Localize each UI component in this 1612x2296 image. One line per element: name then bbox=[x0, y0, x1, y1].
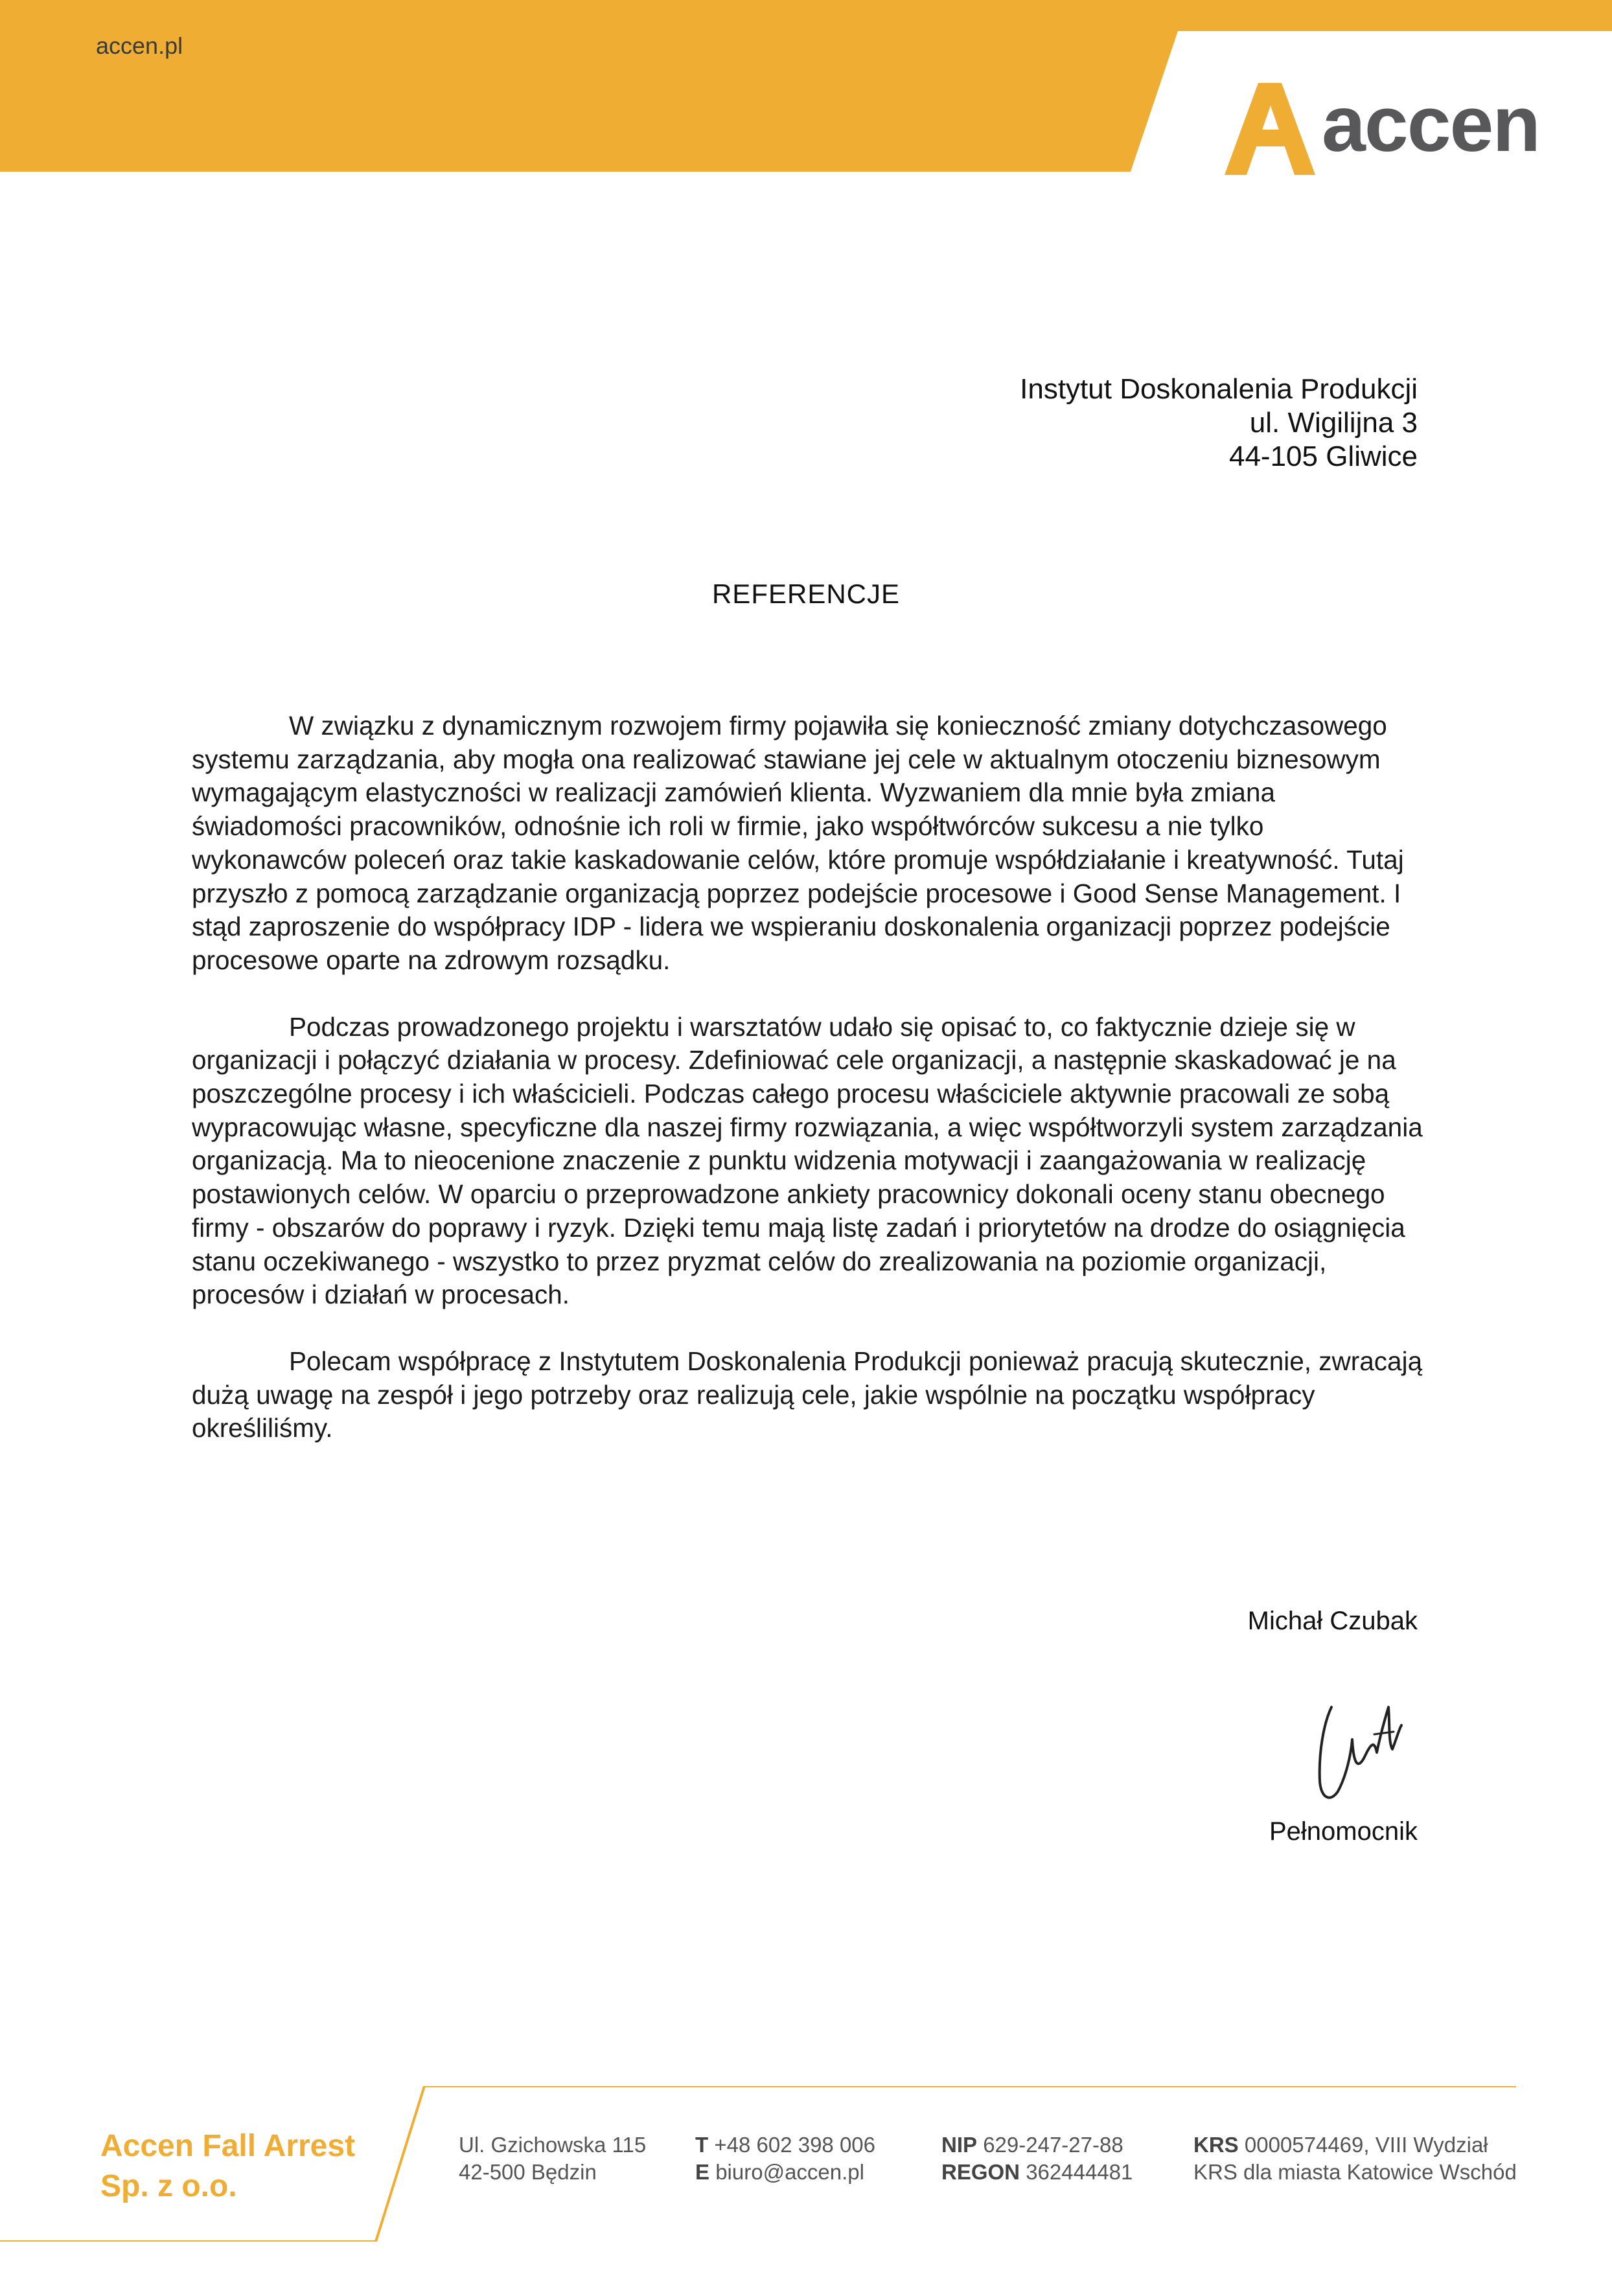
krs-label: KRS bbox=[1193, 2133, 1239, 2157]
paragraph: Podczas prowadzonego projektu i warsztatów udało się opisać to, co faktycznie dzieje się w organizacji i połączyć działania w procesy. Zdefiniować cele organizacji, a następnie skaskadować je na poszczególne procesy i ich właścicieli. Podczas całego procesu właściciele aktywnie pracowali ze sobą wypracowując własne, specyficzne dla naszej firmy rozwiązania, a więc współtworzyli system zarządzania organizacją. Ma to nieocenione znaczenie z punktu widzenia motywacji i zaangażowania w realizację postawionych celów. W oparciu o przeprowadzone ankiety pracownicy dokonali oceny stanu obecnego firmy - obszarów do poprawy i ryzyk. Dzięki temu mają listę zadań i priorytetów na drodze do osiągnięcia stanu oczekiwanego - wszystko to przez pryzmat celów do zrealizowania na poziomie organizacji, procesów i działań w procesach. bbox=[192, 1011, 1423, 1310]
regon-value: 362444481 bbox=[1026, 2160, 1133, 2184]
footer-contact bbox=[695, 2131, 875, 2186]
recipient-name: Instytut Doskonalenia Produkcji bbox=[1020, 373, 1418, 405]
logo-wordmark: accen bbox=[1322, 80, 1539, 168]
nip-value: 629-247-27-88 bbox=[983, 2133, 1123, 2157]
phone-label: T bbox=[695, 2133, 709, 2157]
address-city: 42-500 Będzin bbox=[459, 2160, 597, 2184]
footer-krs bbox=[1193, 2131, 1517, 2186]
footer-address bbox=[459, 2131, 646, 2186]
paragraph: Polecam współpracę z Instytutem Doskonalenia Produkcji ponieważ pracują skutecznie, zwracają dużą uwagę na zespół i jego potrzeby oraz realizują cele, jakie wspólnie na początku współpracy określiliśmy. bbox=[192, 1346, 1423, 1443]
company-name-line1: Accen Fall Arrest bbox=[100, 2129, 356, 2163]
handwritten-signature-icon bbox=[1312, 1694, 1416, 1811]
header-url[interactable]: accen.pl bbox=[96, 32, 183, 59]
nip-label: NIP bbox=[941, 2133, 978, 2157]
company-name-line2: Sp. z o.o. bbox=[100, 2169, 237, 2203]
recipient-address bbox=[1020, 373, 1418, 474]
footer-company-ids bbox=[941, 2131, 1133, 2186]
letter-body bbox=[192, 709, 1423, 1478]
accen-logo-icon bbox=[1225, 83, 1315, 175]
paragraph: W związku z dynamicznym rozwojem firmy pojawiła się konieczność zmiany dotychczasowego systemu zarządzania, aby mogła ona realizować stawiane jej cele w aktualnym otoczeniu biznesowym wymagającym elastyczności w realizacji zamówień klienta. Wyzwaniem dla mnie była zmiana świadomości pracowników, odnośnie ich roli w firmie, jako współtwórców sukcesu a nie tylko wykonawców poleceń oraz takie kaskadowanie celów, które promuje współdziałanie i kreatywność. Tutaj przyszło z pomocą zarządzanie organizacją poprzez podejście procesowe i Good Sense Management. I stąd zaproszenie do współpracy IDP - lidera we wspieraniu doskonalenia organizacji poprzez podejście procesowe oparte na zdrowym rozsądku. bbox=[192, 711, 1404, 975]
recipient-street: ul. Wigilijna 3 bbox=[1249, 407, 1418, 439]
address-street: Ul. Gzichowska 115 bbox=[459, 2133, 647, 2157]
email-link[interactable]: biuro@accen.pl bbox=[715, 2160, 864, 2184]
phone-link[interactable]: +48 602 398 006 bbox=[714, 2133, 876, 2157]
email-label: E bbox=[695, 2160, 710, 2184]
krs-court: KRS dla miasta Katowice Wschód bbox=[1193, 2160, 1517, 2184]
footer-company-name bbox=[100, 2126, 355, 2207]
regon-label: REGON bbox=[941, 2160, 1020, 2184]
signer-name: Michał Czubak bbox=[1247, 1607, 1418, 1635]
document-title: REFERENCJE bbox=[711, 579, 901, 609]
krs-value: 0000574469, VIII Wydział bbox=[1244, 2133, 1488, 2157]
recipient-city: 44-105 Gliwice bbox=[1228, 441, 1418, 472]
signer-role: Pełnomocnik bbox=[1269, 1817, 1418, 1846]
